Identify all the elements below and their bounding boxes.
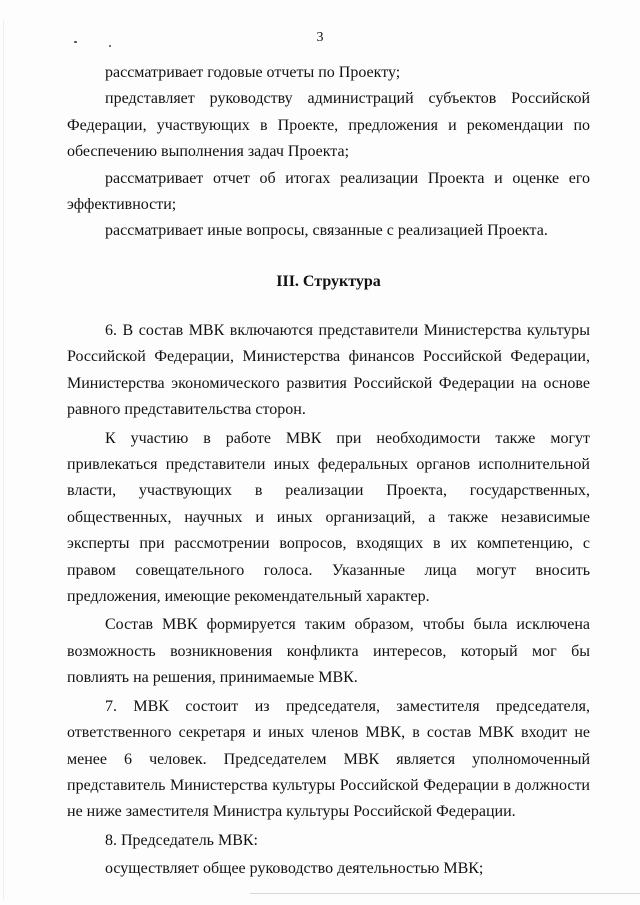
top-paragraphs bbox=[67, 60, 590, 245]
paragraph-results-report: рассматривает отчет об итогах реализации Проекта и оценке его эффективности; bbox=[67, 169, 590, 214]
section-heading: III. Структура bbox=[276, 273, 381, 290]
paragraph-annual-reports: рассматривает годовые отчеты по Проекту; bbox=[105, 64, 401, 81]
paragraph-6: 6. В состав МВК включаются представители Министерства культуры Российской Федерации, Министерства финансов Российской Федерации, Министерства экономического развития Российской Федерации на основе равного представительства сторон. bbox=[67, 322, 590, 419]
paragraph-other-questions: рассматривает иные вопросы, связанные с реализацией Проекта. bbox=[105, 222, 548, 240]
paragraph-participation: К участию в работе МВК при необходимости также могут привлекаться представители иных федеральных органов исполнительной власти, участвующих в реализации Проекта, государственных, общественных, научных и иных организаций, а также независимые эксперты при рассмотрении вопросов, входящих в их компетенцию, с правом совещательного голоса. Указанные лица могут вносить предложения, имеющие рекомендательный характер. bbox=[67, 429, 590, 606]
paragraph-8: 8. Председатель МВК: bbox=[105, 831, 258, 849]
section-paragraphs bbox=[67, 318, 590, 883]
scan-left-edge bbox=[3, 20, 4, 900]
paragraph-general-management: осуществляет общее руководство деятельностью МВК; bbox=[105, 860, 484, 878]
paragraph-proposals: представляет руководству администраций субъектов Российской Федерации, участвующих в Проекте, предложения и рекомендации по обеспечению выполнения задач Проекта; bbox=[67, 90, 590, 161]
section-title-block bbox=[67, 269, 590, 295]
paragraph-7: 7. МВК состоит из председателя, заместителя председателя, ответственного секретаря и иных членов МВК, в состав МВК входит не менее 6 человек. Председателем МВК является уполномоченный представитель Министерства культуры Российской Федерации в должности не ниже заместителя Министра культуры Российской Федерации. bbox=[67, 697, 590, 821]
page-number: 3 bbox=[316, 30, 324, 45]
scan-bottom-edge bbox=[250, 893, 640, 894]
paragraph-composition: Состав МВК формируется таким образом, чтобы была исключена возможность возникновения конфликта интересов, который мог бы повлиять на решения, принимаемые МВК. bbox=[67, 616, 590, 687]
